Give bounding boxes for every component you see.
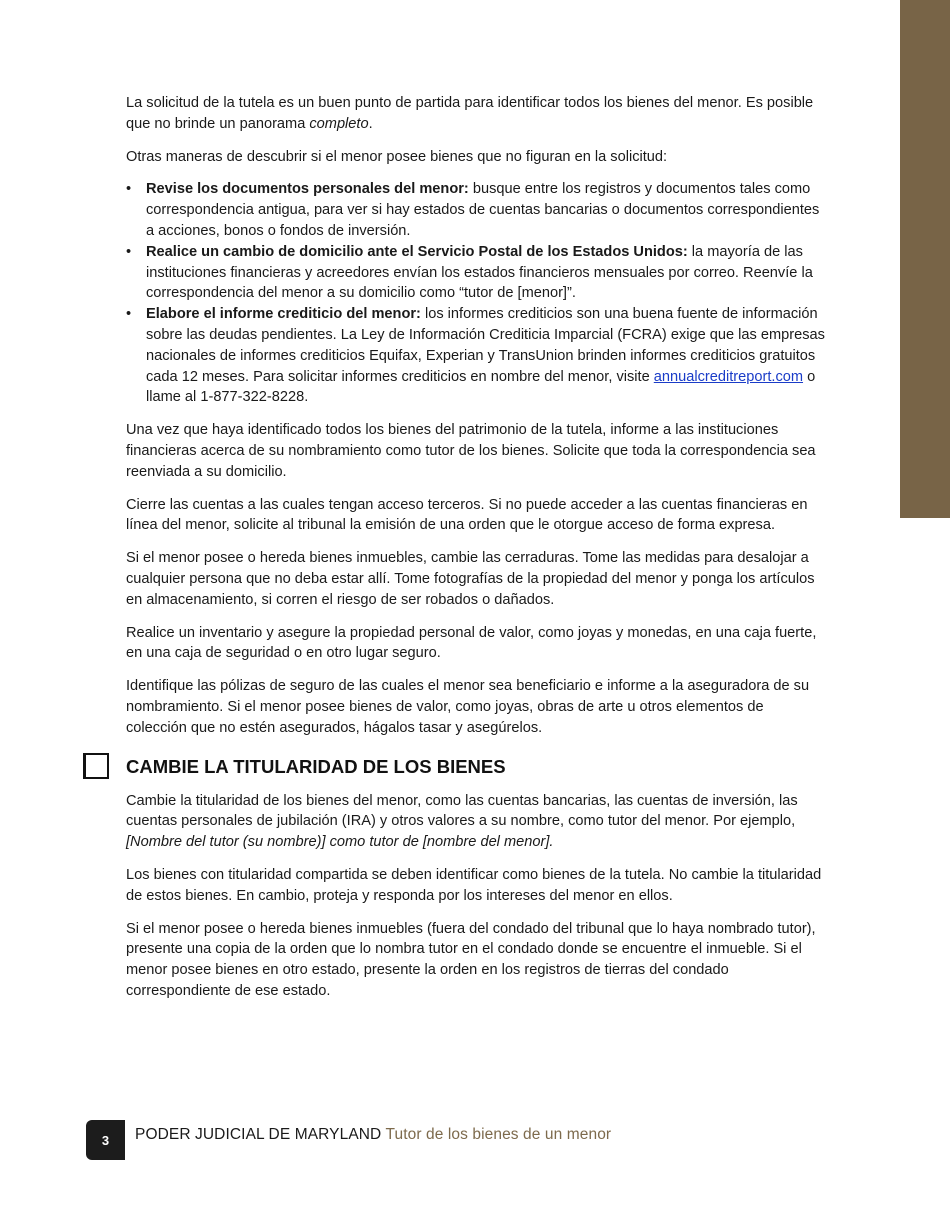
section-heading — [126, 755, 828, 779]
body-paragraph: Identifique las pólizas de seguro de las cuales el menor sea beneficiario e informe a la aseguradora de su nombramiento. Si el menor posee bienes de valor, como joyas, obras de arte u otros elementos de colección que no estén asegurados, hágalos tasar y asegúrelos. — [126, 678, 810, 736]
body-paragraph: Realice un inventario y asegure la propiedad personal de valor, como joyas y monedas, en una caja fuerte, en una caja de seguridad o en otro lugar seguro. — [126, 624, 817, 662]
example-emphasis: [Nombre del tutor (su nombre)] como tutor de [nombre del menor]. — [126, 834, 554, 851]
section-paragraph: Si el menor posee o hereda bienes inmuebles (fuera del condado del tribunal que lo haya nombrado tutor), presente una copia de la orden que lo nombra tutor en el condado donde se encuentre el inmueble. Si el menor posee bienes en otro estado, presente la orden en los registros de tierras del condado correspondiente de ese estado. — [126, 920, 816, 999]
section-title: CAMBIE LA TITULARIDAD DE LOS BIENES — [126, 755, 506, 777]
page-content — [126, 93, 828, 1014]
bullet-title: Revise los documentos personales del menor: — [146, 181, 469, 198]
page-number-badge: 3 — [86, 1120, 125, 1160]
list-item: • Elabore el informe crediticio del menor: los informes crediticios son una buena fuente de información sobre las deudas pendientes. La Ley de Información Crediticia Imparcial (FCRA) exige que las empresas nacionales de informes crediticios Equifax, Experian y TransUnion brinden informes crediticios gratuitos cada 12 meses. Para solicitar informes crediticios en nombre del menor, visite annualcreditreport.com o llame al 1-877-322-8228. — [126, 304, 828, 408]
body-paragraph: Si el menor posee o hereda bienes inmuebles, cambie las cerraduras. Tome las medidas para desalojar a cualquier persona que no deba estar allí. Tome fotografías de la propiedad del menor y ponga los artículos en almacenamiento, si corren el riesgo de ser robados o dañados. — [126, 550, 815, 608]
list-item: • Realice un cambio de domicilio ante el Servicio Postal de los Estados Unidos: la mayoría de las instituciones financieras y acreedores envían los estados financieros mensuales por correo. Reenvíe la correspondencia del menor a su domicilio como “tutor de [menor]”. — [126, 242, 828, 304]
bullet-title: Elabore el informe crediticio del menor: — [146, 306, 421, 323]
bullet-title: Realice un cambio de domicilio ante el Servicio Postal de los Estados Unidos: — [146, 243, 688, 260]
page-footer — [86, 1120, 686, 1160]
footer-subtitle: Tutor de los bienes de un menor — [385, 1126, 612, 1143]
footer-text — [135, 1126, 611, 1144]
emphasis-complete: completo — [309, 115, 369, 132]
body-paragraph: Cierre las cuentas a las cuales tengan acceso terceros. Si no puede acceder a las cuentas financieras en línea del menor, solicite al tribunal la emisión de una orden que le otorgue acceso de forma expresa. — [126, 496, 808, 534]
intro-paragraph: La solicitud de la tutela es un buen punto de partida para identificar todos los bienes del menor. Es posible que no brinde un panorama completo. — [126, 95, 814, 132]
side-tab-decoration — [900, 0, 950, 518]
section-paragraph: Los bienes con titularidad compartida se deben identificar como bienes de la tutela. No cambie la titularidad de estos bienes. En cambio, proteja y responda por los intereses del menor en ellos. — [126, 866, 822, 904]
list-item: • Revise los documentos personales del menor: busque entre los registros y documentos tales como correspondencia antigua, para ver si hay estados de cuentas bancarias o documentos correspondientes a acciones, bonos o fondos de inversión. — [126, 179, 828, 241]
bullet-list — [126, 179, 828, 408]
footer-org: PODER JUDICIAL DE MARYLAND — [135, 1126, 382, 1143]
section-checkbox[interactable] — [83, 753, 109, 779]
body-paragraph: Una vez que haya identificado todos los bienes del patrimonio de la tutela, informe a las instituciones financieras acerca de su nombramiento como tutor de los bienes. Solicite que toda la correspondencia sea reenviada a su domicilio. — [126, 422, 816, 480]
section-paragraph: Cambie la titularidad de los bienes del menor, como las cuentas bancarias, las cuentas de inversión, las cuentas personales de jubilación (IRA) y otros valores a su nombre, como tutor del menor. Por ejemplo, [Nombre del tutor (su nombre)] como tutor de [nombre del menor]. — [126, 792, 798, 851]
other-ways-paragraph: Otras maneras de descubrir si el menor posee bienes que no figuran en la solicitud: — [126, 148, 668, 165]
annualcreditreport-link[interactable]: annualcreditreport.com — [653, 368, 804, 385]
